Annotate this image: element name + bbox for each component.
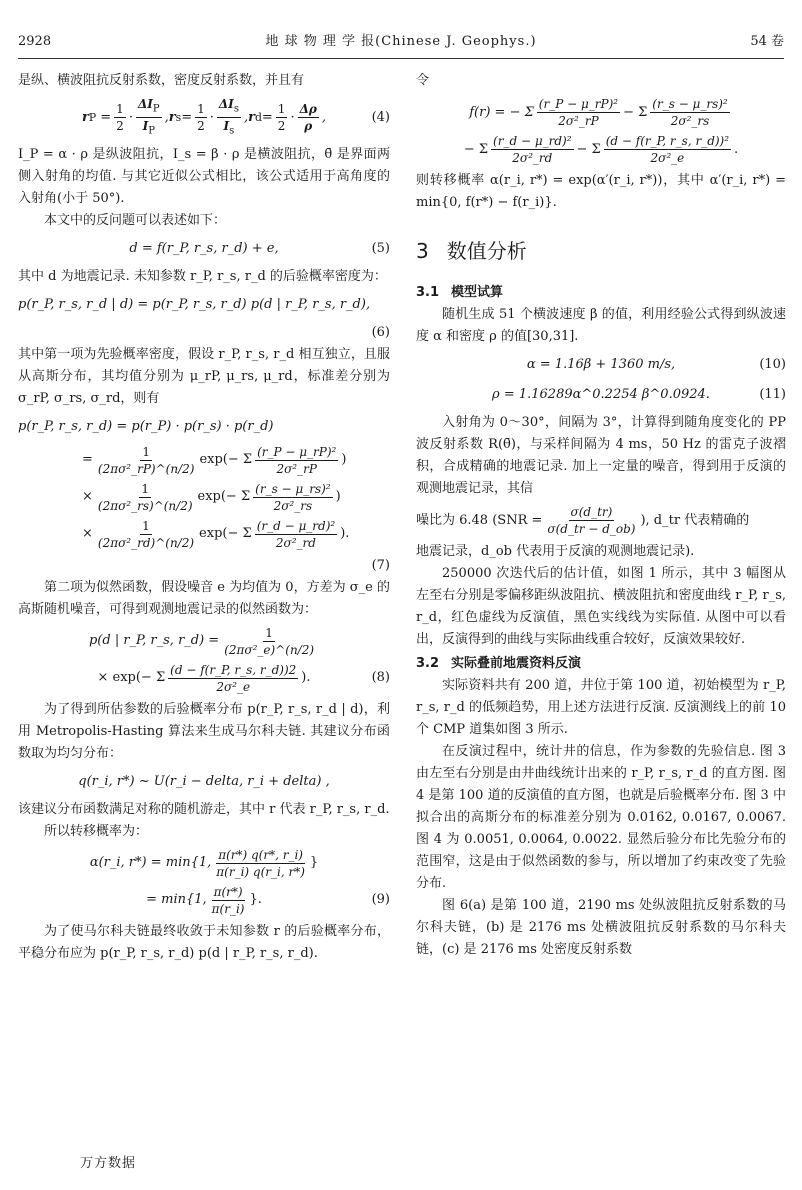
equation-9-line-2: = min{1, π(r*) π(r_i) }. (9)	[146, 884, 390, 916]
snr-line: 噪比为 6.48 (SNR = $\frac{\sigma(d\_tr)}{\sigma(d\_tr - d\_ob)}$ ), d_tr 代表精确的	[416, 505, 750, 536]
equation-9-line-1: α(r_i, r*) = min{1, π(r*) q(r*, r_i) π(r_i) q(r_i, r*) }	[89, 847, 319, 879]
equation-number: (8)	[371, 670, 390, 686]
equation-number: (7)	[371, 557, 390, 573]
equation-4: r P = $\frac{1}{2}$ · $\Delta I_P$ $I_P$ , r s = $\frac{1}{2}$ · $\Delta I_s$ $I_s$ , r d = $\frac{1}{2}$ · Δρ ρ , (4)	[81, 97, 390, 137]
paragraph: 则转移概率 α(r_i, r*) = exp(α′(r_i, r*))，其中 α′(r_i, r*) = min{0, f(r*) − f(r_i)}.	[416, 173, 786, 210]
equation-6: p(r_P, r_s, r_d | d) = p(r_P, r_s, r_d) p(d | r_P, r_s, r_d),	[18, 296, 371, 312]
paragraph: 随机生成 51 个横波速度 β 的值，利用经验公式得到纵波速度 α 和密度 ρ 的值[30,31].	[416, 307, 786, 344]
paragraph: 250000 次迭代后的估计值，如图 1 所示，其中 3 幅图从左至右分别是零偏移距纵波阻抗、横波阻抗和密度曲线 r_P, r_s, r_d，红色虚线为反演值，黑色实线线为实际值. 从图中可以看出，反演得到的曲线与实际曲线重合较好，反演效果较好.	[416, 566, 786, 647]
equation-10: α = 1.16β + 1360 m/s, (10)	[416, 352, 786, 378]
equation-5: d = f(r_P, r_s, r_d) + e, (5)	[18, 236, 390, 262]
paragraph: 其中 d 为地震记录. 未知参数 r_P, r_s, r_d 的后验概率密度为：	[18, 268, 387, 284]
equation-number: (5)	[371, 240, 390, 256]
paragraph: 图 6(a) 是第 100 道，2190 ms 处纵波阻抗反射系数的马尔科夫链，(b) 是 2176 ms 处横波阻抗反射系数的马尔科夫链，(c) 是 2176 ms 处密度反射系数	[416, 898, 786, 957]
journal-title: 地 球 物 理 学 报(Chinese J. Geophys.)	[265, 34, 537, 49]
paragraph: 地震记录，d_ob 代表用于反演的观测地震记录).	[416, 544, 695, 559]
paragraph: 为了使马尔科夫链最终收敛于未知参数 r 的后验概率分布，平稳分布应为 p(r_P, r_s, r_d) p(d | r_P, r_s, r_d).	[18, 923, 390, 961]
equation-proposal: q(r_i, r*) ~ U(r_i − delta, r_i + delta) ,	[78, 773, 330, 789]
paragraph: 第二项为似然函数，假设噪音 e 为均值为 0，方差为 σ_e 的高斯随机噪音，可得到观测地震记录的似然函数为：	[18, 579, 390, 617]
equation-number: (10)	[759, 357, 786, 372]
paragraph: 是纵、横波阻抗反射系数，密度反射系数，并且有	[18, 73, 305, 88]
subsection-heading: 3.1 模型试算	[416, 285, 504, 300]
paragraph: 所以转移概率为：	[44, 823, 149, 839]
paragraph: 为了得到所估参数的后验概率分布 p(r_P, r_s, r_d | d)，利用 Metropolis-Hasting 算法来生成马尔科夫链. 其建议分布函数取为均匀分布：	[18, 701, 390, 761]
paragraph: 入射角为 0～30°，间隔为 3°，计算得到随角度变化的 PP 波反射系数 R(θ̄)，与采样间隔为 4 ms，50 Hz 的雷克子波褶积，合成精确的地震记录. 加上一定量的噪音，得到用于反演的观测地震记录，其信	[416, 415, 786, 496]
equation-f-line-1: f(r) = − Σ (r_P − μ_rP)² 2σ²_rP − Σ (r_s − μ_rs)² 2σ²_rs	[469, 97, 728, 128]
equation-7-line-1: p(r_P, r_s, r_d) = p(r_P) · p(r_s) · p(r_d)	[18, 418, 274, 434]
equation-number: (9)	[371, 892, 390, 908]
equation-number: (4)	[371, 109, 390, 125]
equation-number: (6)	[371, 324, 390, 340]
equation-8-line-2: × exp(− Σ (d − f(r_P, r_s, r_d))2 2σ²_e ). (8)	[97, 662, 390, 694]
paragraph: 在反演过程中，统计井的信息，作为参数的先验信息. 图 3 由左至右分别是由井曲线统计出来的 r_P, r_s, r_d 的直方图. 图 4 是第 100 道的反演值的直方图，也就是后验概率分布. 图 3 中拟合出的高斯分布的标准差分别为 0.0162, 0.0167, 0.0067. 图 4 为 0.0051, 0.0064, 0.0022. 显然后验分布比先验分布的范围窄，这是由于似然函数的参与，所以增加了约束改变了先验分布.	[416, 744, 786, 891]
page-number: 2928	[18, 34, 52, 49]
paragraph: 该建议分布函数满足对称的随机游走，其中 r 代表 r_P, r_s, r_d.	[18, 801, 390, 817]
footer-watermark: 万方数据	[80, 1156, 137, 1171]
running-header	[18, 30, 784, 54]
equation-11: ρ = 1.16289α^0.2254 β^0.0924. (11)	[416, 382, 786, 408]
paragraph: 实际资料共有 200 道，井位于第 100 道，初始模型为 r_P, r_s, r_d 的低频趋势，用上述方法进行反演. 反演测线上的前 10 个 CMP 道集如图 3 所示.	[416, 678, 786, 737]
volume-label: 54 卷	[750, 34, 784, 49]
equation-f-line-2: − Σ (r_d − μ_rd)² 2σ²_rd − Σ (d − f(r_P, r_s, r_d))² 2σ²_e .	[463, 134, 739, 165]
subsection-heading: 3.2 实际叠前地震资料反演	[416, 656, 582, 671]
section-heading: 3 数值分析	[416, 239, 527, 263]
paragraph: 其中第一项为先验概率密度，假设 r_P, r_s, r_d 相互独立，且服从高斯分布，其均值分别为 μ_rP, μ_rs, μ_rd，标准差分别为 σ_rP, σ_rs, σ_rd，则有	[18, 346, 390, 406]
equation-7-line-2: = $\frac{1}{\text{(2πσ²\_rP)\textasciicircum{}(n/2)}}$ exp(− Σ (r_P − μ_rP)² 2σ²_rP )	[82, 444, 347, 476]
paragraph: 本文中的反问题可以表述如下：	[44, 212, 227, 228]
right-column	[416, 70, 786, 961]
equation-7-line-3: × $\frac{1}{\text{(2πσ²\_rs)\textasciicircum{}(n/2)}}$ exp(− Σ (r_s − μ_rs)² 2σ²_rs )	[82, 481, 341, 513]
paragraph: I_P = α · ρ 是纵波阻抗，I_s = β · ρ 是横波阻抗，θ̄ 是界面两侧入射角的均值. 与其它近似公式相比，该公式适用于高角度的入射角(小于 50°).	[18, 146, 390, 206]
paragraph: 令	[416, 73, 430, 88]
equation-8-line-1: p(d | r_P, r_s, r_d) = $\frac{1}{\text{(2πσ²\_e)\textasciicircum{}(n/2)}}$	[88, 625, 315, 657]
equation-7-line-4: × $\frac{1}{\text{(2πσ²\_rd)\textasciicircum{}(n/2)}}$ exp(− Σ (r_d − μ_rd)² 2σ²_rd ).	[82, 518, 350, 550]
left-column	[18, 70, 390, 965]
header-rule	[18, 58, 784, 59]
equation-number: (11)	[759, 387, 786, 402]
